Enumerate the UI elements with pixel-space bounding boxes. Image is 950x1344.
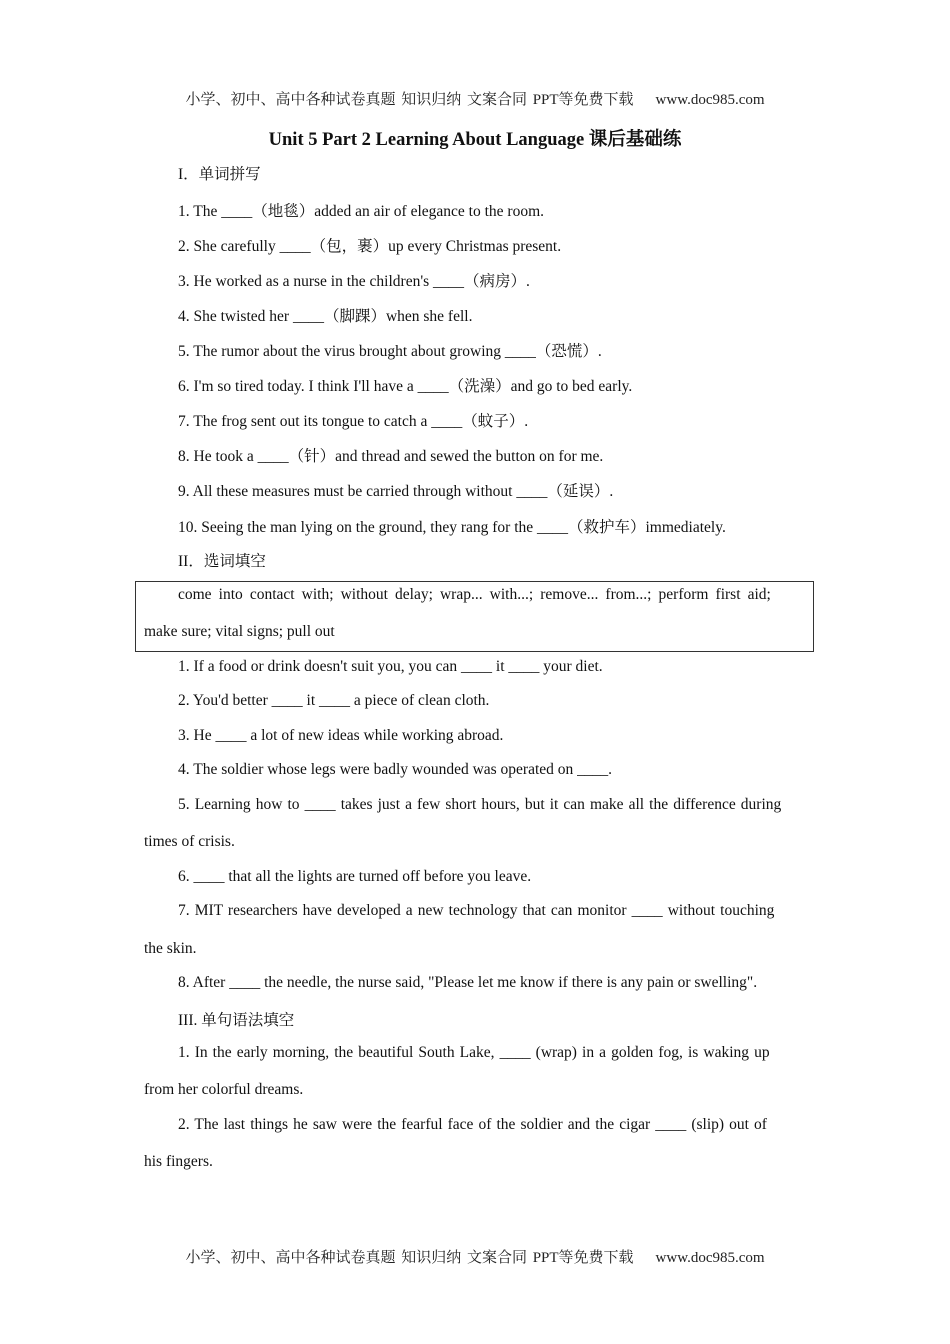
question-item: 4. She twisted her ____（脚踝）when she fell.	[178, 308, 473, 325]
word-bank-box	[135, 581, 814, 652]
question-item: 8. After ____ the needle, the nurse said, "Please let me know if there is any pain or swelling".	[178, 974, 758, 991]
question-item: 1. If a food or drink doesn't suit you, you can ____ it ____ your diet.	[178, 658, 603, 675]
header-site-link[interactable]: www.doc985.com	[655, 92, 765, 108]
question-item: 2. She carefully ____（包，裹）up every Christmas present.	[178, 238, 562, 255]
footer-site-link[interactable]: www.doc985.com	[655, 1250, 765, 1266]
word-bank-line-1: come into contact with; without delay; wrap... with...; remove... from...; perform first aid;	[178, 586, 771, 603]
question-item: 9. All these measures must be carried through without ____（延误）.	[178, 483, 614, 500]
header-text: 小学、初中、高中各种试卷真题 知识归纳 文案合同 PPT等免费下载	[185, 92, 634, 108]
page-title: Unit 5 Part 2 Learning About Language 课后基础练	[268, 130, 682, 150]
section-3-heading: III. 单句语法填空	[178, 1012, 295, 1029]
footer-text: 小学、初中、高中各种试卷真题 知识归纳 文案合同 PPT等免费下载	[185, 1250, 634, 1266]
word-bank-line-2: make sure; vital signs; pull out	[144, 623, 335, 640]
question-item: 10. Seeing the man lying on the ground, they rang for the ____（救护车）immediately.	[178, 519, 726, 536]
question-item: 6. ____ that all the lights are turned off before you leave.	[178, 868, 532, 885]
question-item: 7. MIT researchers have developed a new technology that can monitor ____ without touching	[178, 902, 775, 919]
section-2-heading: II．选词填空	[178, 553, 266, 570]
question-item: 5. The rumor about the virus brought about growing ____（恐慌）.	[178, 343, 602, 360]
question-item: 8. He took a ____（针）and thread and sewed the button on for me.	[178, 448, 604, 465]
question-item: 3. He ____ a lot of new ideas while working abroad.	[178, 727, 504, 744]
question-item-continued: the skin.	[144, 940, 197, 957]
question-item-continued: from her colorful dreams.	[144, 1081, 304, 1098]
question-item: 6. I'm so tired today. I think I'll have a ____（洗澡）and go to bed early.	[178, 378, 633, 395]
question-item: 4. The soldier whose legs were badly wounded was operated on ____.	[178, 761, 613, 778]
question-item: 2. You'd better ____ it ____ a piece of clean cloth.	[178, 692, 490, 709]
section-1-heading: I．单词拼写	[178, 166, 261, 183]
question-item: 1. The ____（地毯）added an air of elegance to the room.	[178, 203, 545, 220]
page-header	[0, 88, 950, 109]
question-item: 3. He worked as a nurse in the children's ____（病房）.	[178, 273, 530, 290]
question-item: 5. Learning how to ____ takes just a few short hours, but it can make all the difference during	[178, 796, 782, 813]
question-item-continued: times of crisis.	[144, 833, 235, 850]
question-item-continued: his fingers.	[144, 1153, 213, 1170]
question-item: 2. The last things he saw were the fearful face of the soldier and the cigar ____ (slip) out of	[178, 1116, 767, 1133]
question-item: 7. The frog sent out its tongue to catch a ____（蚊子）.	[178, 413, 529, 430]
question-item: 1. In the early morning, the beautiful South Lake, ____ (wrap) in a golden fog, is waking up	[178, 1044, 770, 1061]
page-footer	[0, 1246, 950, 1267]
